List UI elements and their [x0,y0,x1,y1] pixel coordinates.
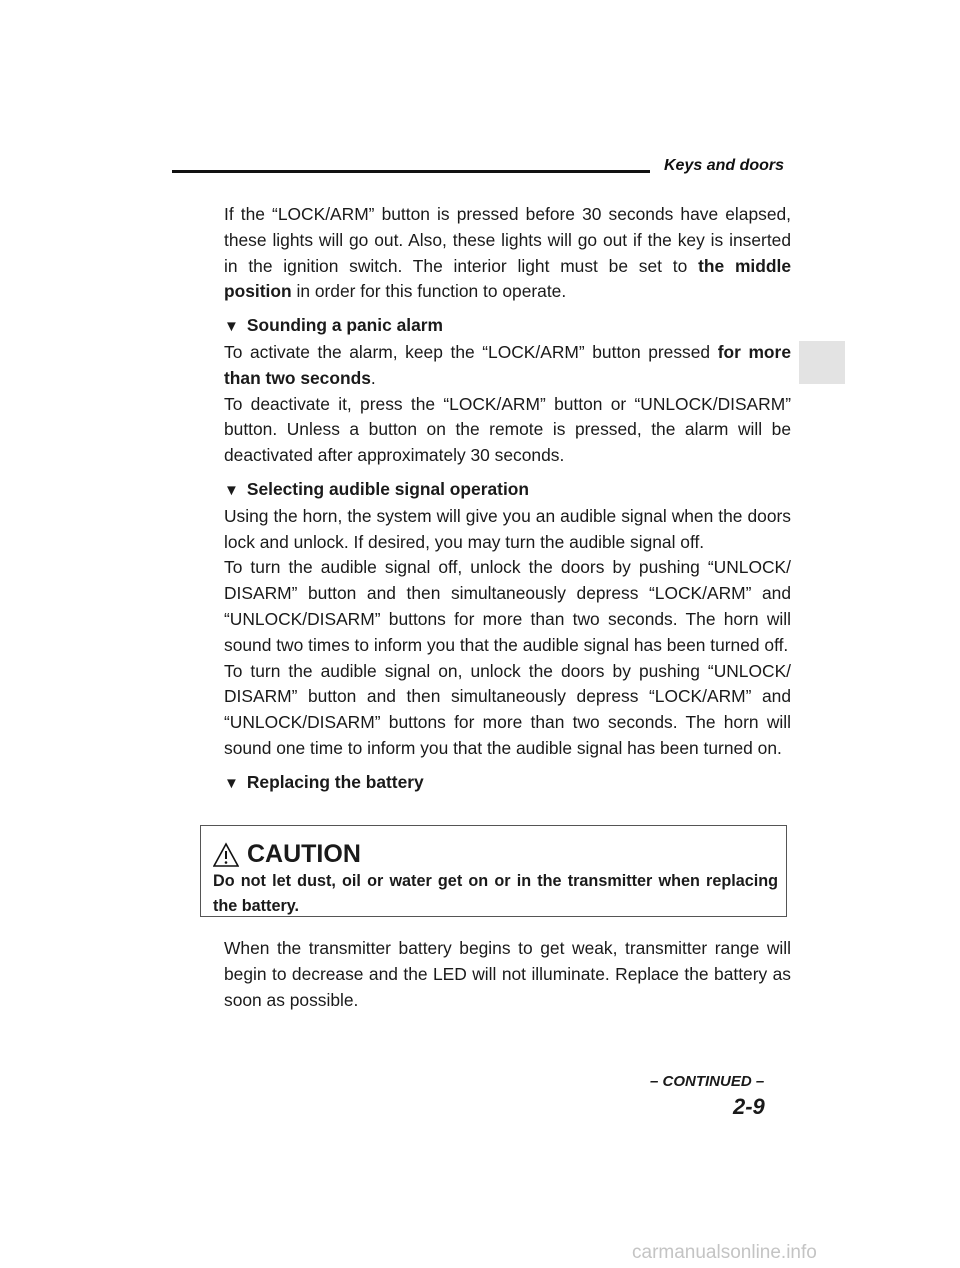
caution-text: Do not let dust, oil or water get on or in the transmitter when replacing the battery. [213,872,778,915]
heading-replace-battery: ▼ Replacing the battery [224,770,791,797]
paragraph-audible-on: To turn the audible signal on, unlock the doors by pushing “UNLOCK/ DISARM” button and then simultaneously depress “LOCK/ARM” and “UNLOCK/DISARM” buttons for more than two seconds. The horn will sound one time to inform you that the audible signal has been turned on. [224,660,791,758]
heading-triangle-icon: ▼ [224,318,239,336]
heading-triangle-icon: ▼ [224,481,239,499]
page-number: 2-9 [733,1094,765,1119]
warning-triangle-icon [213,842,239,868]
section-title: Keys and doors [664,157,785,174]
paragraph-activate-alarm: To activate the alarm, keep the “LOCK/ARM” button pressed for more than two seconds. [224,341,791,388]
section-tab-marker [799,341,845,384]
battery-content [224,936,791,1013]
heading-triangle-icon: ▼ [224,774,239,792]
main-content [224,202,791,797]
paragraph-lights-out: If the “LOCK/ARM” button is pressed before 30 seconds have elapsed, these lights will go out. Also, these lights will go out if the key is inserted in the ignition switch. The interior light must be set to the middle position in order for this function to operate. [224,204,791,302]
paragraph-audible-intro: Using the horn, the system will give you an audible signal when the doors lock and unlock. If desired, you may turn the audible signal off. [224,505,791,552]
caution-box [200,825,787,917]
paragraph-deactivate-alarm: To deactivate it, press the “LOCK/ARM” button or “UNLOCK/DISARM” button. Unless a button on the remote is pressed, the alarm will be deactivated after approximately 30 seconds. [224,393,791,466]
continued-label: – CONTINUED – [650,1073,765,1090]
paragraph-audible-off: To turn the audible signal off, unlock the doors by pushing “UNLOCK/ DISARM” button and then simultaneously depress “LOCK/ARM” and “UNLOCK/DISARM” buttons for more than two seconds. The horn will sound two times to inform you that the audible signal has been turned off. [224,557,791,655]
watermark: carmanualsonline.info [632,1242,817,1263]
paragraph-battery-weak: When the transmitter battery begins to get weak, transmitter range will begin to decrease and the LED will not illuminate. Replace the battery as soon as possible. [224,938,791,1010]
header-rule [172,170,650,173]
caution-header [213,840,361,868]
heading-panic-alarm: ▼ Sounding a panic alarm [224,313,791,340]
heading-audible-signal: ▼ Selecting audible signal operation [224,477,791,504]
caution-title: CAUTION [247,840,361,868]
